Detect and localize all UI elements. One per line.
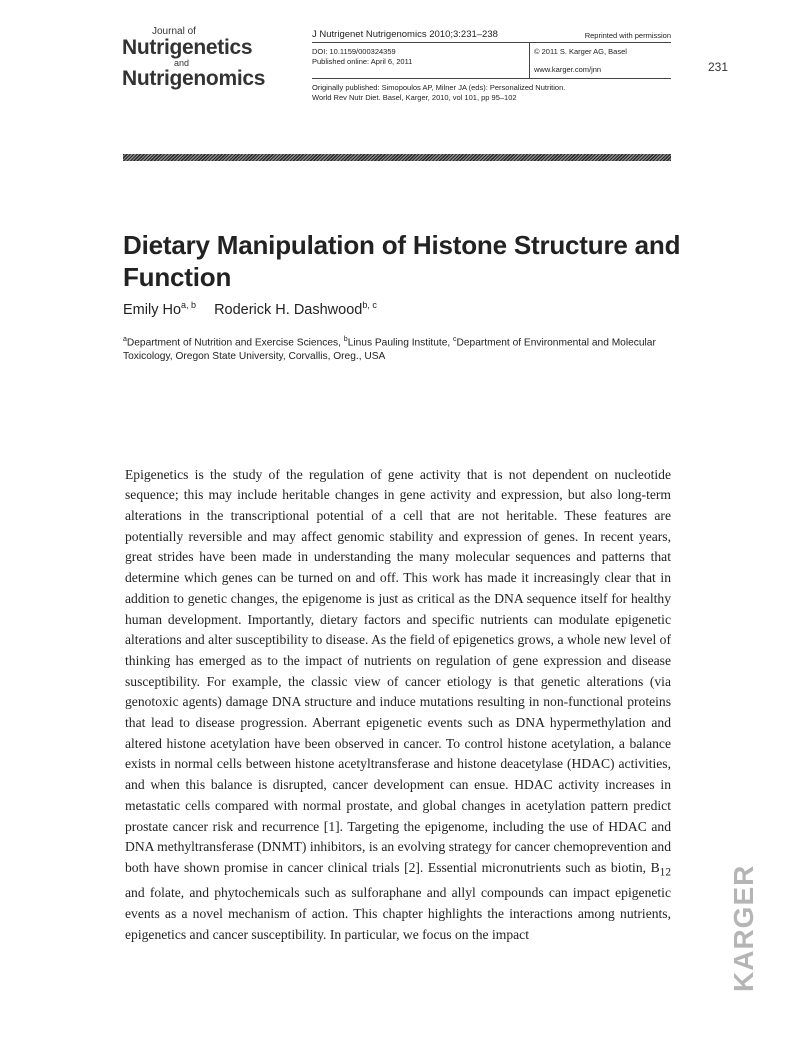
- author: [123, 300, 196, 318]
- author-name: Roderick H. Dashwood: [214, 301, 363, 318]
- affil-c: Department of Environmental and Molecular Toxicology, Oregon State University, Corvallis, Oreg., USA: [123, 337, 656, 363]
- journal-logo: [122, 26, 282, 90]
- publisher-logo: KARGER: [728, 864, 759, 992]
- citation-header: [312, 29, 671, 103]
- journal-logo-conj: and: [174, 58, 190, 68]
- original-publication: [312, 83, 671, 103]
- journal-logo-line1: Nutrigenetics: [122, 36, 253, 59]
- journal-logo-prefix: Journal of: [152, 26, 196, 37]
- affil-a: Department of Nutrition and Exercise Sciences,: [126, 337, 344, 349]
- original-publication-line2: World Rev Nutr Diet. Basel, Karger, 2010, vol 101, pp 95–102: [312, 93, 517, 102]
- body-subscript: 12: [659, 866, 671, 879]
- affil-sup-a: a: [123, 336, 127, 343]
- author-list: [123, 300, 377, 318]
- author-name: Emily Ho: [123, 301, 182, 318]
- journal-logo-line2: Nutrigenomics: [122, 67, 266, 90]
- copyright: © 2011 S. Karger AG, Basel: [534, 47, 627, 56]
- affiliations: [123, 333, 675, 364]
- page-number: 231: [708, 60, 729, 74]
- affil-b: Linus Pauling Institute,: [347, 337, 454, 349]
- reprint-note: Reprinted with permission: [584, 31, 671, 40]
- journal-url[interactable]: www.karger.com/jnn: [534, 65, 602, 74]
- body-text-part1: Epigenetics is the study of the regulation of gene activity that is not dependent on nucleotide sequence; this may include heritable changes in gene activity and expression, but also long-term alterations in the transcriptional potential of a cell that are not heritable. These features are potentially reversible and may affect genomic stability and expression of genes. In recent years, great strides have been made in understanding the many molecular sequences and patterns that determine which genes can be turned on and off. This work has made it increasingly clear that in addition to genetic changes, the epigenome is just as critical as the DNA sequence itself for healthy human development. Importantly, dietary factors and specific nutrients can modulate epigenetic alterations and alter susceptibility to disease. As the field of epigenetics grows, a whole new level of thinking has emerged as to the impact of nutrients on regulation of gene expression and disease susceptibility. For example, the classic view of cancer etiology is that genetic alterations (via genotoxic agents) damage DNA structure and induce mutations resulting in non-functional proteins that lead to disease progression. Aberrant epigenetic events such as DNA hypermethylation and altered histone acetylation have been observed in cancer. To control histone acetylation, a balance exists in normal cells between histone acetyltransferase and histone deacetylase (HDAC) activities, and when this balance is disrupted, cancer development can ensue. HDAC activity increases in metastatic cells compared with normal prostate, and global changes in acetylation pattern predict prostate cancer risk and recurrence [1]. Targeting the epigenome, including the use of HDAC and DNA methyltransferase (DNMT) inhibitors, is an evolving strategy for cancer chemoprevention and both have shown promise in cancer clinical trials [2]. Essential micronutrients such as biotin, B: [125, 466, 671, 875]
- doi: DOI: 10.1159/000324359: [312, 47, 396, 56]
- author-affil-sup: b, c: [362, 300, 377, 310]
- affil-sup-b: b: [343, 336, 348, 343]
- journal-reference: J Nutrigenet Nutrigenomics 2010;3:231–238: [312, 29, 498, 40]
- article-title: Dietary Manipulation of Histone Structure and Function: [123, 230, 681, 293]
- original-publication-line1: Originally published: Simopoulos AP, Milner JA (eds): Personalized Nutrition.: [312, 83, 566, 92]
- author: [214, 300, 377, 318]
- body-text-part2: and folate, and phytochemicals such as sulforaphane and allyl compounds can impact epigenetic events as a novel mechanism of action. This chapter highlights the interactions among nutrients, epigenetics and cancer susceptibility. In particular, we focus on the impact: [125, 885, 671, 942]
- published-date: Published online: April 6, 2011: [312, 57, 413, 66]
- author-affil-sup: a, b: [181, 300, 197, 310]
- affil-sup-c: c: [453, 336, 457, 343]
- title-divider: [123, 154, 671, 161]
- body-paragraph: [125, 465, 671, 946]
